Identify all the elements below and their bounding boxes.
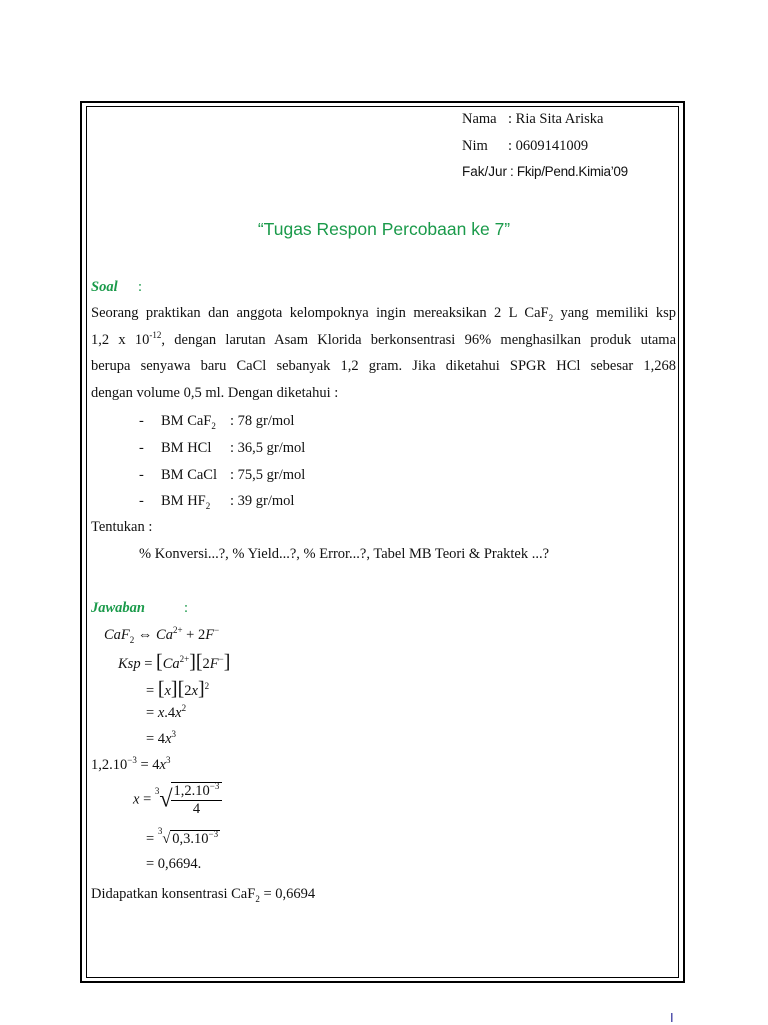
page-number: I [670, 1010, 674, 1025]
nim-value: : 0609141009 [508, 138, 589, 154]
soal-line-3: berupa senyawa baru CaCl sebanyak 1,2 gram. Jika diketahui SPGR HCl sebesar 1,268 [91, 358, 676, 374]
name-label: Nama [462, 111, 497, 127]
page-title: “Tugas Respon Percobaan ke 7” [257, 219, 511, 239]
jawaban-heading: Jawaban [91, 600, 145, 616]
list-item-value: : 39 gr/mol [230, 493, 295, 509]
equation-step-7: = 0,6694. [146, 856, 202, 872]
equation-step-1: = $[x][2x]^2$ [146, 678, 210, 700]
equation-dissociation: CaF$_2$ ⇔ $Ca^{2+} + 2F^-$ [104, 625, 220, 645]
list-item-dash: - [139, 413, 144, 429]
soal-line-2: 1,2 x $10^{-12}$, dengan larutan Asam Klorida berkonsentrasi 96% menghasilkan produk utama [91, 329, 677, 348]
list-item: BM $HF_2$ [161, 493, 211, 511]
jawaban-colon: : [184, 600, 189, 616]
list-item-value: : 75,5 gr/mol [230, 467, 306, 483]
equation-step-5: x = $^3$√ $\frac{1,2.10^{-3}}{4}$ [133, 782, 222, 818]
equation-step-6: = $^3$√ $0,3.10^{-3}$ [146, 826, 219, 847]
tentukan-label: Tentukan : [91, 519, 153, 535]
questions-text: % Konversi...?, % Yield...?, % Error...?, Tabel MB Teori & Praktek ...? [139, 546, 550, 562]
name-value: : Ria Sita Ariska [508, 111, 604, 127]
result-text: Didapatkan konsentrasi CaF$_2$ = 0,6694 [91, 886, 316, 904]
soal-heading: Soal [91, 279, 118, 295]
list-item: BM HCl [161, 440, 212, 456]
soal-colon: : [138, 279, 143, 295]
list-item-value: : 78 gr/mol [230, 413, 295, 429]
list-item: BM CaF$_2$ [161, 413, 216, 431]
list-item-dash: - [139, 467, 144, 483]
equation-step-3: = $4x^3$ [146, 729, 176, 747]
list-item: BM CaCl [161, 467, 217, 483]
fak-label: Fak/Jur [462, 164, 508, 179]
list-item-dash: - [139, 493, 144, 509]
list-item-value: : 36,5 gr/mol [230, 440, 306, 456]
soal-line-1: Seorang praktikan dan anggota kelompoknya ingin mereaksikan 2 L CaF$_2$ yang memiliki ksp [91, 305, 677, 323]
fak-value: : Fkip/Pend.Kimia’09 [510, 164, 628, 179]
soal-paragraph [91, 300, 676, 406]
equation-step-4: $1,2.10^{-3} = 4x^3$ [91, 755, 171, 773]
nim-label: Nim [462, 138, 488, 154]
equation-ksp: Ksp = $[Ca^{2+}][2F^-]$ [118, 651, 231, 673]
list-item-dash: - [139, 440, 144, 456]
equation-step-2: = $x.4x^2$ [146, 703, 187, 721]
soal-line-4: dengan volume 0,5 ml. Dengan diketahui : [91, 384, 339, 401]
